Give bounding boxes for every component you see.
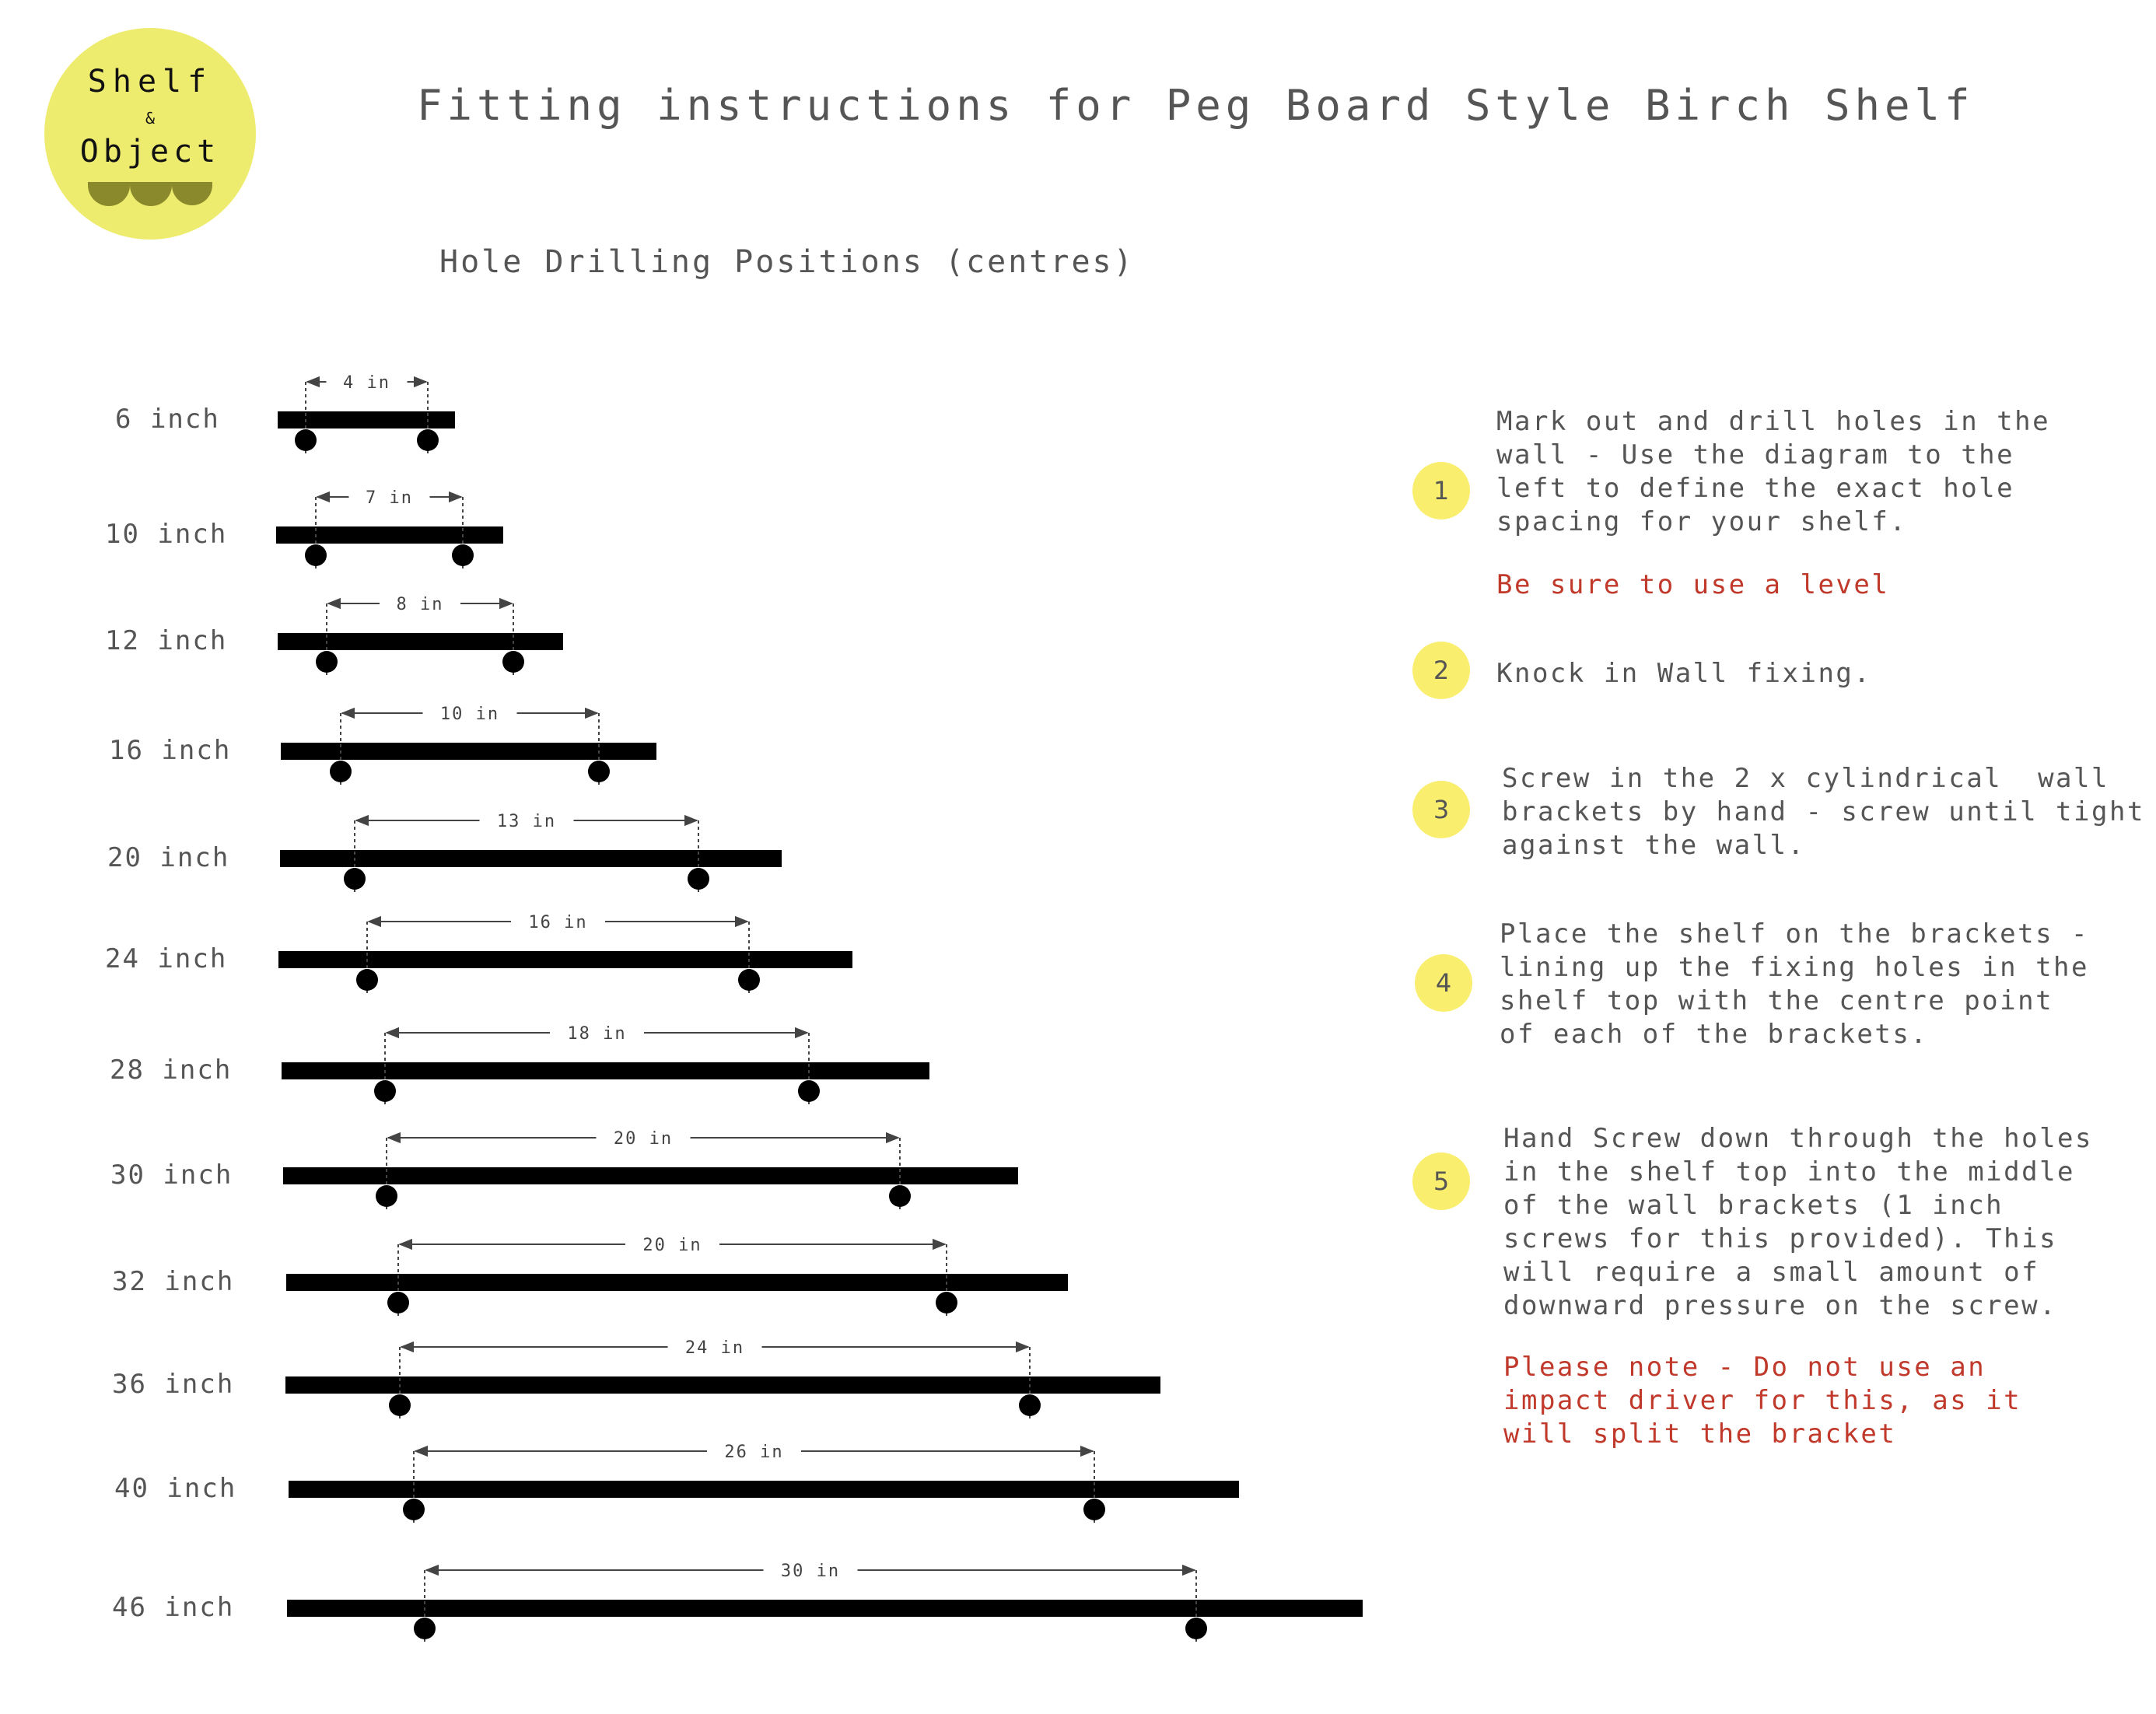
drill-hole (316, 651, 338, 673)
drill-hole (688, 868, 709, 890)
shelf-size-label: 16 inch (109, 735, 232, 766)
shelf-bar (278, 951, 852, 968)
shelf-size-label: 46 inch (112, 1592, 235, 1623)
drill-hole (295, 429, 317, 451)
drill-hole (588, 761, 610, 782)
drill-hole (387, 1292, 409, 1313)
shelf-size-label: 36 inch (112, 1369, 235, 1400)
drill-hole (374, 1080, 396, 1102)
spacing-label: 4 in (343, 373, 390, 393)
shelf-size-label: 40 inch (114, 1473, 237, 1504)
spacing-label: 26 in (724, 1443, 784, 1462)
drill-hole (305, 544, 327, 566)
step-number-badge: 3 (1412, 781, 1470, 838)
drill-hole (738, 969, 760, 991)
shelf-size-label: 12 inch (105, 625, 228, 656)
drill-hole (330, 761, 352, 782)
shelf-bar (278, 633, 563, 650)
shelf-bar (282, 1062, 929, 1079)
shelf-size-label: 30 inch (110, 1160, 233, 1191)
spacing-label: 18 in (567, 1024, 627, 1044)
spacing-label: 10 in (439, 705, 500, 724)
drill-hole (417, 429, 439, 451)
step-number-badge: 4 (1415, 954, 1472, 1012)
drill-hole (936, 1292, 957, 1313)
drill-hole (1083, 1499, 1105, 1520)
logo-ampersand: & (145, 109, 156, 128)
page-title: Fitting instructions for Peg Board Style Birch Shelf (417, 81, 1975, 130)
drill-hole (376, 1185, 397, 1207)
step-text: Screw in the 2 x cylindrical wall brackets by hand - screw until tight against the wall. (1502, 763, 2145, 861)
step-warning-note: Please note - Do not use an impact driver for this, as it will split the bracket (1503, 1352, 2022, 1450)
step-warning-note: Be sure to use a level (1496, 569, 1890, 600)
spacing-label: 8 in (396, 595, 444, 614)
step-text: Place the shelf on the brackets - lining up the fixing holes in the shelf top with the centre point of each of the brackets. (1500, 918, 2090, 1050)
shelf-bar (287, 1600, 1363, 1617)
step-number-badge: 2 (1412, 642, 1470, 699)
spacing-label: 16 in (528, 913, 588, 932)
step-text: Hand Screw down through the holes in the shelf top into the middle of the wall brackets (1 inch screws for this provided). This will require a small amount of downward pressure on the screw. (1503, 1123, 2094, 1321)
logo-line2: Object (79, 134, 221, 170)
drill-hole (452, 544, 474, 566)
shelf-size-label: 20 inch (107, 842, 230, 873)
step-text: Knock in Wall fixing. (1496, 658, 1872, 689)
drill-hole (356, 969, 378, 991)
spacing-label: 7 in (366, 488, 413, 508)
shelf-bar (289, 1481, 1239, 1498)
drill-hole (344, 868, 366, 890)
drill-hole (414, 1618, 436, 1639)
shelf-size-label: 10 inch (105, 519, 228, 550)
drill-hole (798, 1080, 820, 1102)
step-number-badge: 1 (1412, 462, 1470, 519)
spacing-label: 13 in (496, 812, 557, 831)
shelf-bar (286, 1274, 1068, 1291)
shelf-size-label: 28 inch (110, 1055, 233, 1086)
drill-hole (502, 651, 524, 673)
drill-hole (1185, 1618, 1207, 1639)
step-text: Mark out and drill holes in the wall - Use the diagram to the left to define the exact hole spacing for your shelf. (1496, 406, 2051, 537)
drill-hole (403, 1499, 425, 1520)
drill-hole (1019, 1394, 1041, 1416)
shelf-bar (283, 1167, 1018, 1184)
spacing-label: 20 in (613, 1129, 674, 1149)
logo-line1: Shelf (87, 64, 213, 100)
shelf-size-label: 6 inch (115, 404, 220, 435)
diagram-subtitle: Hole Drilling Positions (centres) (439, 244, 1135, 280)
spacing-label: 30 in (780, 1562, 841, 1581)
shelf-bar (276, 526, 503, 544)
shelf-size-label: 24 inch (105, 943, 228, 974)
shelf-size-label: 32 inch (112, 1266, 235, 1297)
step-number-badge: 5 (1412, 1153, 1470, 1210)
spacing-label: 20 in (642, 1236, 702, 1255)
shelf-bar (281, 743, 656, 760)
spacing-label: 24 in (684, 1338, 745, 1358)
drill-hole (389, 1394, 411, 1416)
drill-hole (889, 1185, 911, 1207)
